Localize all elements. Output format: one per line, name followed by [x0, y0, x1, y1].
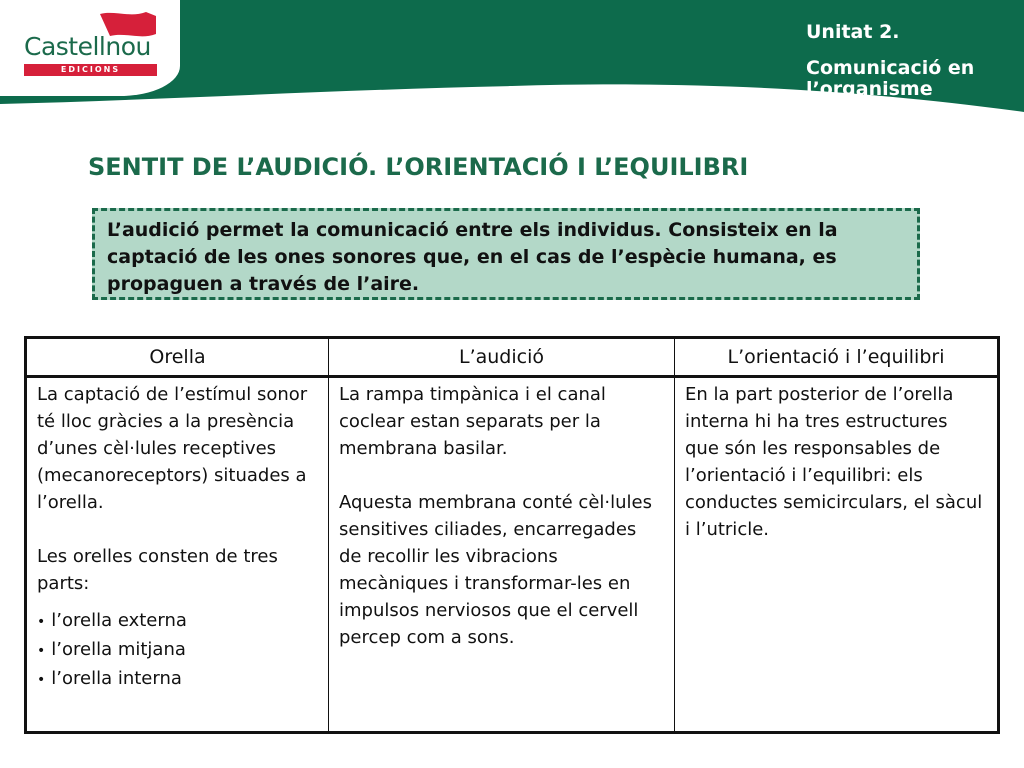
- table-header-row: [26, 338, 999, 377]
- unit-subtitle: Comunicació en l’organisme: [806, 57, 975, 100]
- orella-paragraph-2: Les orelles consten de tres parts:: [37, 546, 278, 594]
- unit-label: Unitat 2.: [806, 21, 900, 43]
- orella-parts-list: [37, 607, 318, 694]
- list-item: • l’orella mitjana: [37, 636, 318, 665]
- audicio-paragraph-2: Aquesta membrana conté cèl·lules sensitives ciliades, encarregades de recollir les vibracions mecàniques i transformar-les en impulsos nerviosos que el cervell percep com a sons.: [339, 492, 652, 648]
- logo-subtitle: EDICIONS: [24, 64, 157, 76]
- list-item: • l’orella externa: [37, 607, 318, 636]
- header-orientacio: L’orientació i l’equilibri: [675, 338, 999, 377]
- cell-orientacio: [675, 377, 999, 733]
- cell-orella: [26, 377, 329, 733]
- orientacio-paragraph-1: En la part posterior de l’orella interna hi ha tres estructures que són les responsables de l’orientació i l’equilibri: els conductes semicirculars, el sàcul i l’utricle.: [685, 384, 983, 540]
- cell-audicio: [329, 377, 675, 733]
- audicio-paragraph-1: La rampa timpànica i el canal coclear estan separats per la membrana basilar.: [339, 384, 606, 459]
- table-row: [26, 377, 999, 733]
- header-audicio: L’audició: [329, 338, 675, 377]
- intro-box: [92, 208, 920, 300]
- list-item: • l’orella interna: [37, 665, 318, 694]
- info-table: [24, 336, 1000, 734]
- orella-paragraph-1: La captació de l’estímul sonor té lloc gràcies a la presència d’unes cèl·lules receptives (mecanoreceptors) situades a l’orella.: [37, 384, 308, 513]
- logo-name: Castellnou: [24, 32, 151, 61]
- intro-text: L’audició permet la comunicació entre els individus. Consisteix en la captació de les ones sonores que, en el cas de l’espècie humana, es propaguen a través de l’aire.: [107, 219, 838, 295]
- header-orella: Orella: [26, 338, 329, 377]
- page-title: SENTIT DE L’AUDICIÓ. L’ORIENTACIÓ I L’EQUILIBRI: [88, 153, 749, 181]
